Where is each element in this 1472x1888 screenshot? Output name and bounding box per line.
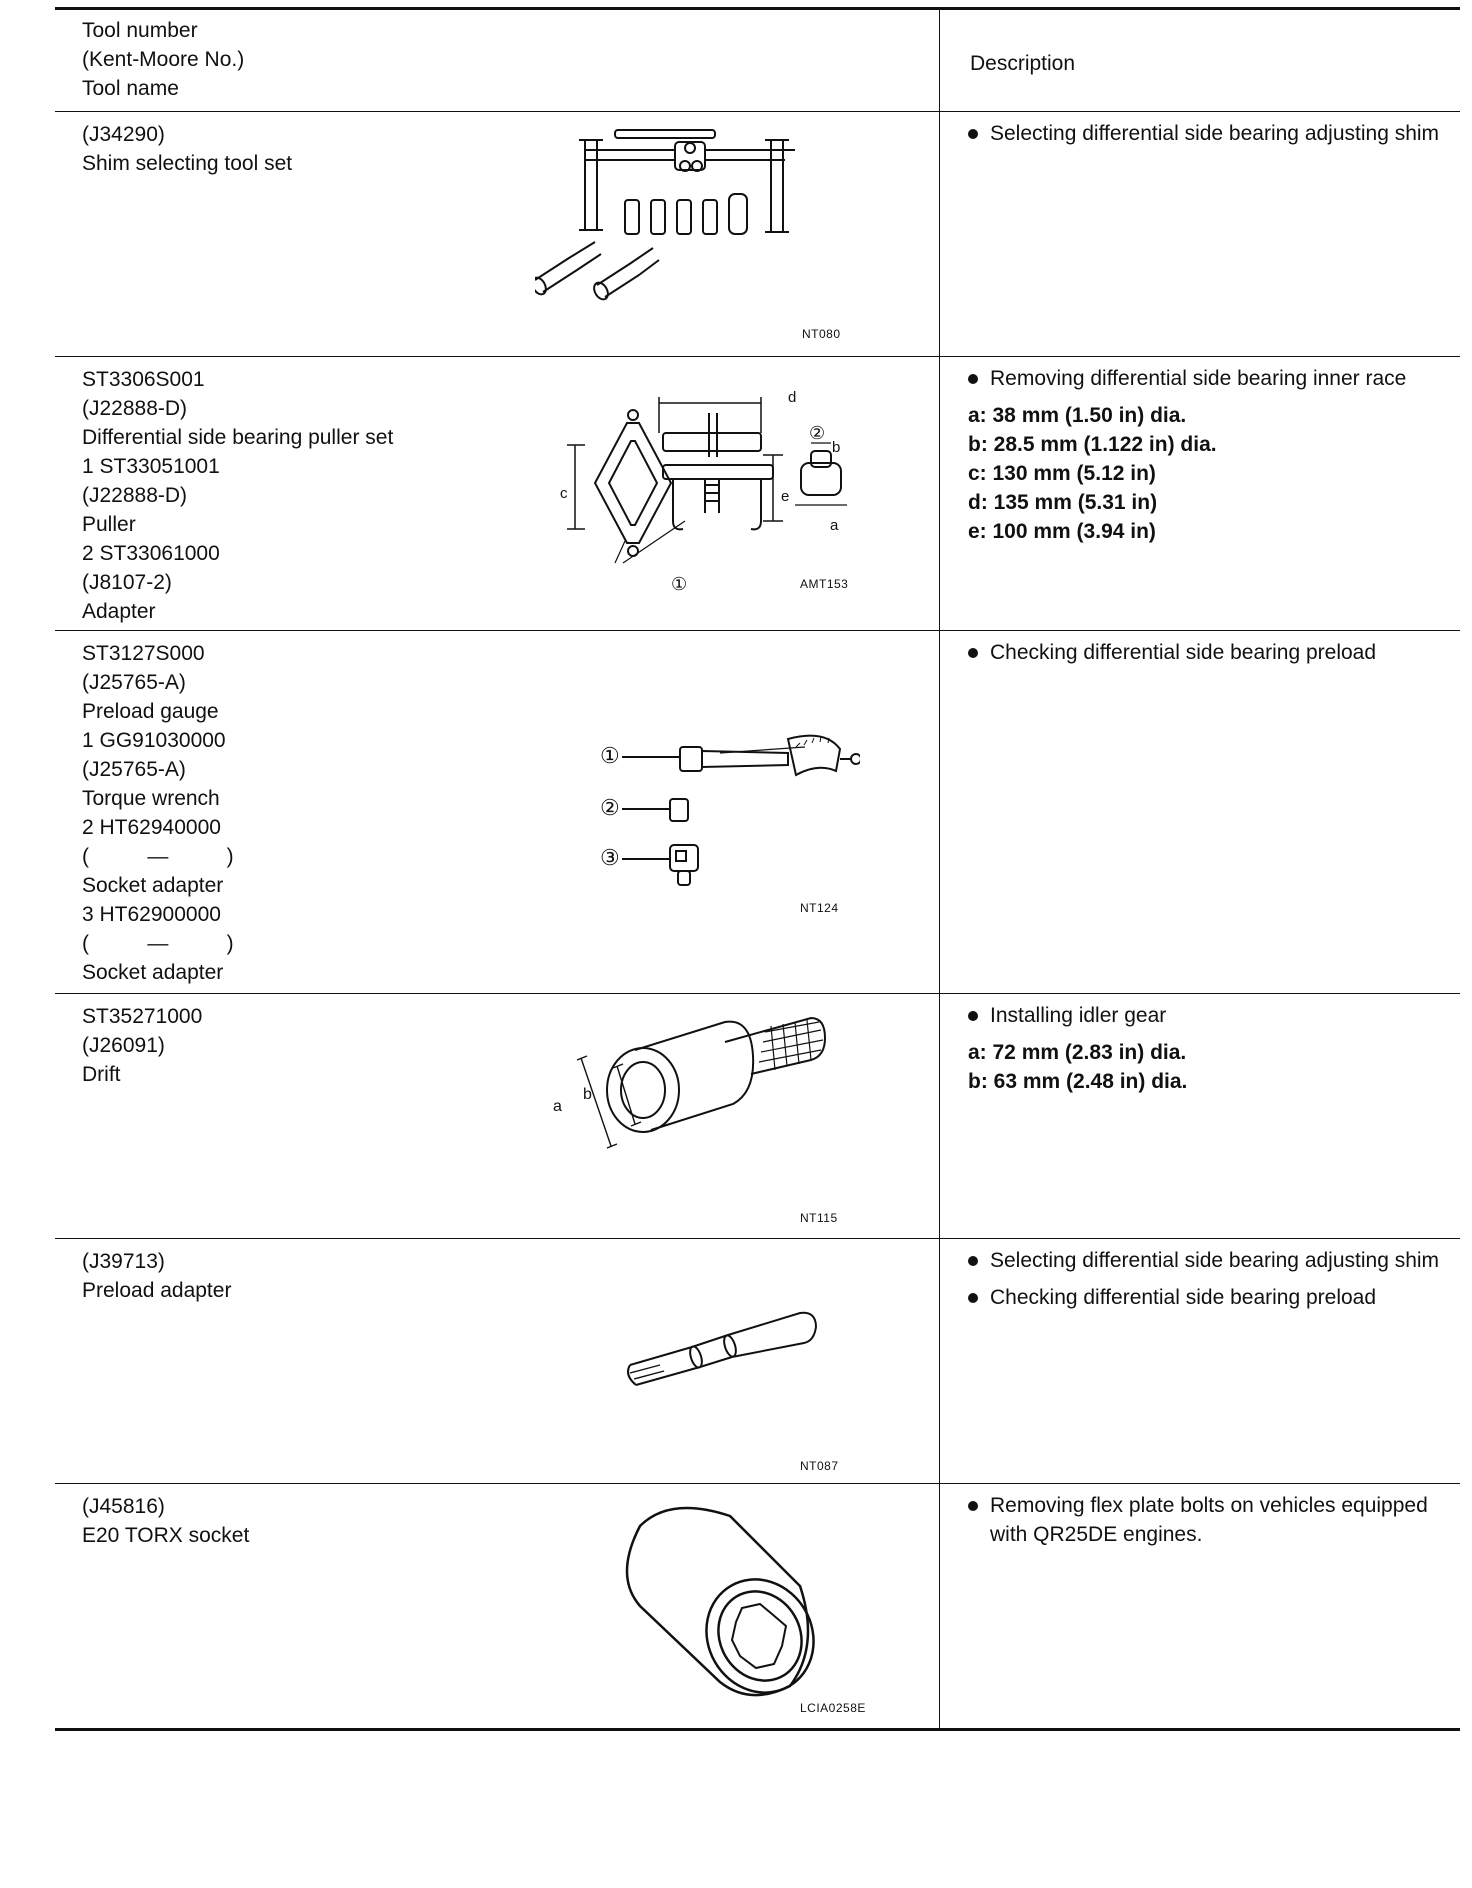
callout-1: ① (600, 743, 621, 768)
description-bullet: Checking differential side bearing preload (968, 638, 1460, 667)
part-name: Socket adapter (82, 874, 224, 897)
table-row (55, 357, 1460, 631)
dimension-label-b: b (583, 1086, 593, 1103)
header-tool-cell (55, 9, 940, 112)
tool-name: Differential side bearing puller set (82, 426, 394, 449)
tool-name: Preload adapter (82, 1279, 232, 1302)
tool-name: Shim selecting tool set (82, 152, 293, 175)
kent-moore-number: (J25765-A) (82, 758, 186, 781)
dimension-label-c: c (560, 485, 568, 502)
kent-moore-number: ( — ) (82, 932, 234, 955)
tool-number: ST3306S001 (82, 368, 205, 391)
header-description: Description (970, 52, 1076, 75)
tool-cell (55, 357, 940, 631)
spec-c: c: 130 mm (5.12 in) (968, 462, 1156, 485)
tool-number: (J34290) (82, 123, 165, 146)
description-bullet: Installing idler gear (968, 1001, 1460, 1030)
part-number: 2 HT62940000 (82, 816, 221, 839)
figure-code: AMT153 (800, 577, 849, 591)
preload-adapter-illustration (620, 1309, 820, 1409)
tool-number: ST3127S000 (82, 642, 205, 665)
tool-name: Preload gauge (82, 700, 219, 723)
header-description-cell (940, 9, 1461, 112)
bullet-icon (968, 648, 978, 658)
tool-cell (55, 112, 940, 357)
part-name: Torque wrench (82, 787, 220, 810)
dimension-label-b: b (832, 439, 841, 456)
figure-code: NT115 (800, 1211, 838, 1225)
table-row (55, 631, 1460, 994)
callout-2: ② (600, 795, 621, 820)
tool-cell (55, 1484, 940, 1730)
callout-2: ② (809, 423, 826, 443)
bullet-icon (968, 1011, 978, 1021)
description-bullet: Checking differential side bearing preload (968, 1283, 1460, 1312)
figure-code: NT124 (800, 901, 839, 915)
callout-3: ③ (600, 845, 621, 870)
description-bullet: Selecting differential side bearing adjusting shim (968, 119, 1460, 148)
description-cell (940, 357, 1461, 631)
spec-e: e: 100 mm (3.94 in) (968, 520, 1156, 543)
figure-code: LCIA0258E (800, 1701, 866, 1715)
special-service-tools-table (55, 7, 1460, 1731)
table-row (55, 994, 1460, 1239)
spec-a: a: 38 mm (1.50 in) dia. (968, 404, 1187, 427)
preload-gauge-illustration (600, 709, 860, 889)
part-number: 2 ST33061000 (82, 542, 220, 565)
description-bullet: Removing flex plate bolts on vehicles equipped with QR25DE engines. (968, 1491, 1460, 1549)
tool-number: (J39713) (82, 1250, 165, 1273)
tool-cell (55, 1239, 940, 1484)
description-bullet: Selecting differential side bearing adjusting shim (968, 1246, 1460, 1275)
part-number: 3 HT62900000 (82, 903, 221, 926)
figure-code: NT080 (802, 327, 841, 341)
tool-name: E20 TORX socket (82, 1524, 250, 1547)
dimension-label-d: d (788, 389, 797, 406)
drift-illustration (575, 1012, 835, 1162)
description-cell (940, 1239, 1461, 1484)
figure-code: NT087 (800, 1459, 839, 1473)
kent-moore-number: (J8107-2) (82, 571, 172, 594)
tool-number: (J45816) (82, 1495, 165, 1518)
shim-selecting-tool-set-illustration (535, 120, 795, 330)
spec-b: b: 63 mm (2.48 in) dia. (968, 1070, 1188, 1093)
tool-cell (55, 631, 940, 994)
description-cell (940, 631, 1461, 994)
part-name: Puller (82, 513, 136, 536)
bullet-icon (968, 129, 978, 139)
description-cell (940, 112, 1461, 357)
kent-moore-number: ( — ) (82, 845, 234, 868)
header-kent-moore-number: (Kent-Moore No.) (82, 48, 245, 71)
torx-socket-illustration (600, 1496, 840, 1706)
dimension-label-a: a (830, 517, 839, 534)
part-number: 1 ST33051001 (82, 455, 220, 478)
spec-d: d: 135 mm (5.31 in) (968, 491, 1158, 514)
bullet-icon (968, 1256, 978, 1266)
kent-moore-number: (J25765-A) (82, 671, 186, 694)
tool-cell (55, 994, 940, 1239)
part-number: 1 GG91030000 (82, 729, 226, 752)
spec-a: a: 72 mm (2.83 in) dia. (968, 1041, 1187, 1064)
bullet-icon (968, 374, 978, 384)
description-cell (940, 1484, 1461, 1730)
tool-number: ST35271000 (82, 1005, 203, 1028)
kent-moore-number: (J22888-D) (82, 397, 188, 420)
header-tool-name: Tool name (82, 77, 179, 100)
table-row (55, 1484, 1460, 1730)
table-row (55, 1239, 1460, 1484)
description-bullet: Removing differential side bearing inner race (968, 364, 1460, 393)
table-header-row (55, 9, 1460, 112)
dimension-label-e: e (781, 488, 790, 505)
description-cell (940, 994, 1461, 1239)
header-tool-number: Tool number (82, 19, 198, 42)
kent-moore-number: (J26091) (82, 1034, 165, 1057)
callout-1: ① (671, 574, 688, 594)
bullet-icon (968, 1501, 978, 1511)
bullet-icon (968, 1293, 978, 1303)
table-row (55, 112, 1460, 357)
part-name: Adapter (82, 600, 156, 623)
dimension-label-a: a (553, 1098, 563, 1115)
tool-name: Drift (82, 1063, 121, 1086)
spec-b: b: 28.5 mm (1.122 in) dia. (968, 433, 1217, 456)
part-name: Socket adapter (82, 961, 224, 984)
kent-moore-number: (J22888-D) (82, 484, 188, 507)
